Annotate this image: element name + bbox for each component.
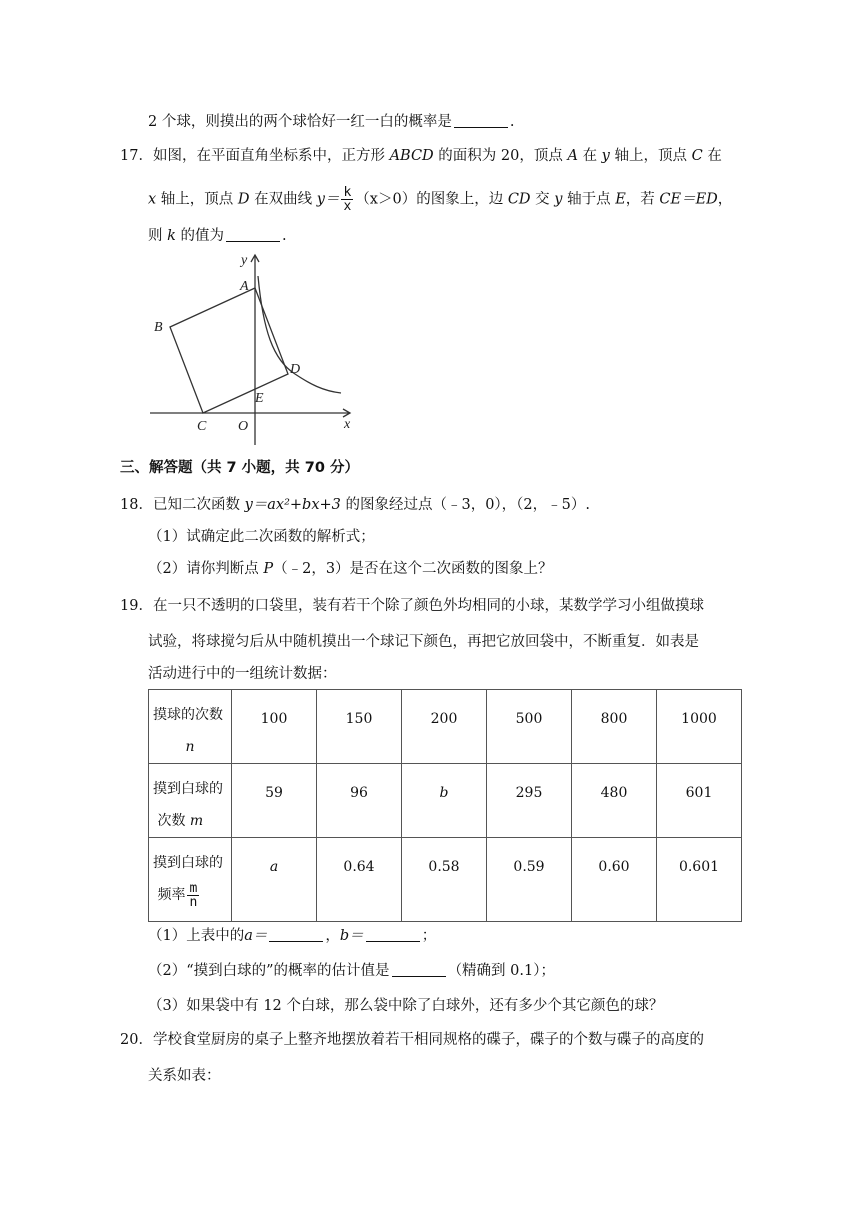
geometry-figure <box>145 250 365 450</box>
q16-tail: 2 个球，则摸出的两个球恰好一红一白的概率是 . <box>148 114 515 130</box>
table-cell: 0.58 <box>402 838 487 922</box>
q20-line1: 20．学校食堂厨房的桌子上整齐地摆放着若干相同规格的碟子，碟子的个数与碟子的高度的 <box>120 1032 704 1048</box>
table-cell: 800 <box>572 690 657 764</box>
table-row <box>149 838 742 922</box>
table-cell: 0.64 <box>317 838 402 922</box>
table-cell: 摸球的次数 n <box>149 690 232 764</box>
table-row <box>149 690 742 764</box>
table-cell: 摸到白球的 次数 m <box>149 764 232 838</box>
table-cell: 摸到白球的 频率 $\frac{m}{n}$ <box>149 838 232 922</box>
q17-line2: x 轴上，顶点 D 在双曲线 y＝ $\frac{k}{x}$ （x＞0）的图象上，边 CD 交 y 轴于点 E，若 CE＝ED， <box>148 185 733 214</box>
table-cell: 96 <box>317 764 402 838</box>
label-B: B <box>154 320 163 335</box>
fraction-k-over-x: $\frac{k}{x}$ <box>343 185 352 214</box>
label-A: A <box>240 279 249 294</box>
statistics-table <box>148 689 742 922</box>
answer-blank <box>392 962 446 977</box>
answer-blank <box>226 227 280 242</box>
q19-sub2: （2）“摸到白球的”的概率的估计值是 （精确到 0.1）； <box>148 963 555 979</box>
square-abcd <box>170 288 288 413</box>
table-cell: 0.60 <box>572 838 657 922</box>
q18-part1: （1）试确定此二次函数的解析式； <box>148 529 375 545</box>
q17-line3: 则 k 的值为 . <box>148 228 287 244</box>
table-row <box>149 764 742 838</box>
table-cell: 480 <box>572 764 657 838</box>
q19-line3: 活动进行中的一组统计数据： <box>148 666 337 682</box>
label-y: y <box>241 253 248 268</box>
answer-blank <box>366 927 420 942</box>
table-cell: 1000 <box>657 690 742 764</box>
label-O: O <box>238 419 249 434</box>
table-cell: b <box>402 764 487 838</box>
answer-blank <box>269 927 323 942</box>
table-cell: 100 <box>232 690 317 764</box>
table-cell: a <box>232 838 317 922</box>
label-C: C <box>197 419 207 434</box>
label-E: E <box>255 391 264 406</box>
answer-blank <box>454 113 508 128</box>
table-cell: 295 <box>487 764 572 838</box>
fraction-m-over-n: $\frac{m}{n}$ <box>189 880 198 910</box>
q20-line2: 关系如表： <box>148 1068 221 1084</box>
table-cell: 200 <box>402 690 487 764</box>
table-cell: 150 <box>317 690 402 764</box>
label-x: x <box>344 417 351 432</box>
q19-line1: 19．在一只不透明的口袋里，装有若干个除了颜色外均相同的小球，某数学学习小组做摸球 <box>120 598 704 614</box>
q18-stem: 18．已知二次函数 y＝ax²+bx+3 的图象经过点（﹣3，0），（2，﹣5）. <box>120 497 590 513</box>
label-D: D <box>290 362 301 377</box>
section-heading: 三、解答题（共 7 小题，共 70 分） <box>120 460 359 476</box>
q19-line2: 试验，将球搅匀后从中随机摸出一个球记下颜色，再把它放回袋中，不断重复．如表是 <box>148 634 699 650</box>
q18-part2: （2）请你判断点 P（﹣2，3）是否在这个二次函数的图象上？ <box>148 561 553 577</box>
table-cell: 601 <box>657 764 742 838</box>
q17-line1: 17．如图，在平面直角坐标系中，正方形 ABCD 的面积为 20，顶点 A 在 y 轴上，顶点 C 在 <box>120 148 722 164</box>
table-cell: 59 <box>232 764 317 838</box>
table-cell: 0.59 <box>487 838 572 922</box>
q19-sub1: （1）上表中的a＝ ，b＝ ； <box>148 928 437 944</box>
table-cell: 500 <box>487 690 572 764</box>
q19-sub3: （3）如果袋中有 12 个白球，那么袋中除了白球外，还有多少个其它颜色的球？ <box>148 998 664 1014</box>
table-cell: 0.601 <box>657 838 742 922</box>
